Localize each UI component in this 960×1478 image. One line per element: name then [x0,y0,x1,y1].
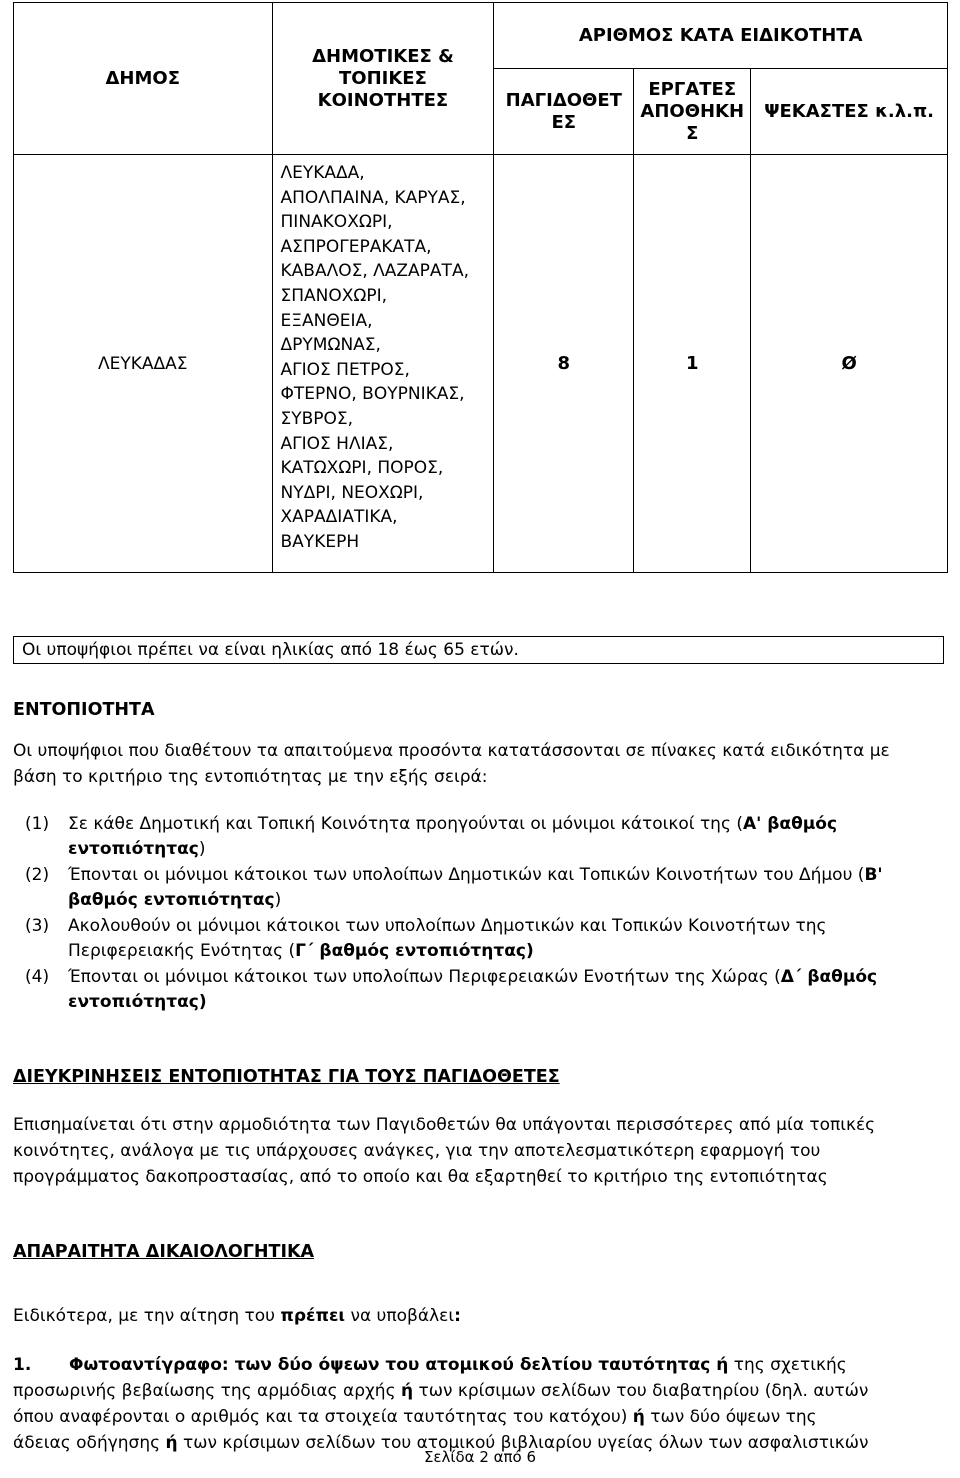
entopiotita-title: ΕΝΤΟΠΙΟΤΗΤΑ [13,700,155,720]
specialty-table [13,2,948,573]
count-psekastes: Ø [751,155,948,573]
community: ΕΞΑΝΘΕΙΑ, [280,310,373,331]
page-footer: Σελίδα 2 από 6 [423,1448,537,1466]
community: ΣΥΒΡΟΣ, [280,408,354,429]
entopiotita-intro: Οι υποψήφιοι που διαθέτουν τα απαιτούμενα προσόντα κατατάσσονται σε πίνακες κατά ειδικότητα με βάση το κριτήριο της εντοπιότητας με την εξής σειρά: [13,741,890,787]
community: ΧΑΡΑΔΙΑΤΙΚΑ, [280,507,398,528]
header-psekastes: ΨΕΚΑΣΤΕΣ κ.λ.π. [751,69,948,155]
communities-list [272,155,494,573]
dikaiologitika-item-1: 1. Φωτοαντίγραφο: των δύο όψεων του ατομικού δελτίου ταυτότητας ή της σχετικής προσωρινής βεβαίωσης της αρμόδιας αρχής ή των κρίσιμων σελίδων του διαβατηρίου (δηλ. αυτών όπου αναφέρονται ο αριθμός και τα στοιχεία ταυτότητας του κατόχου) ή των δύο όψεων της άδειας οδήγησης ή των κρίσιμων σελίδων του ατομικού βιβλιαρίου υγείας όλων των ασφαλιστικών [13,1355,869,1453]
community: ΒΑΥΚΕΡΗ [280,531,360,552]
community: ΚΑΒΑΛΟΣ, ΛΑΖΑΡΑΤΑ, [280,261,469,282]
header-ergates: ΕΡΓΑΤΕΣ ΑΠΟΘΗΚΗ Σ [634,69,751,155]
community: ΑΠΟΛΠΑΙΝΑ, ΚΑΡΥΑΣ, [280,187,466,208]
criteria-item-1: (1) Σε κάθε Δημοτική και Τοπική Κοινότητα προηγούνται οι μόνιμοι κάτοικοί της (Α' βαθμός εντοπιότητας) [25,814,838,859]
dikaiologitika-intro: Ειδικότερα, με την αίτηση του πρέπει να υποβάλει: [13,1306,461,1326]
community: ΚΑΤΩΧΩΡΙ, ΠΟΡΟΣ, [280,458,444,479]
community: ΠΙΝΑΚΟΧΩΡΙ, [280,212,393,233]
count-ergates: 1 [634,155,751,573]
community: ΑΓΙΟΣ ΗΛΙΑΣ, [280,433,394,454]
community: ΔΡΥΜΩΝΑΣ, [280,335,381,356]
dikaiologitika-title: ΑΠΑΡΑΙΤΗΤΑ ΔΙΚΑΙΟΛΟΓΗΤΙΚΑ [13,1242,315,1262]
count-pagidothetes: 8 [494,155,634,573]
criteria-item-3: (3) Ακολουθούν οι μόνιμοι κάτοικοι των υπολοίπων Δημοτικών και Τοπικών Κοινοτήτων της Περιφερειακής Ενότητας (Γ΄ βαθμός εντοπιότητας) [25,916,827,961]
header-arithmos: ΑΡΙΘΜΟΣ ΚΑΤΑ ΕΙΔΙΚΟΤΗΤΑ [494,3,948,69]
header-dimos: ΔΗΜΟΣ [14,3,273,155]
header-pagidothetes: ΠΑΓΙΔΟΘΕΤ ΕΣ [494,69,634,155]
age-note: Οι υποψήφιοι πρέπει να είναι ηλικίας από 18 έως 65 ετών. [13,636,944,664]
criteria-item-2: (2) Έπονται οι μόνιμοι κάτοικοι των υπολοίπων Δημοτικών και Τοπικών Κοινοτήτων του Δήμου (Β' βαθμός εντοπιότητας) [25,865,883,910]
header-koinotites: ΔΗΜΟΤΙΚΕΣ & ΤΟΠΙΚΕΣ ΚΟΙΝΟΤΗΤΕΣ [272,3,494,155]
community: ΣΠΑΝΟΧΩΡΙ, [280,285,388,306]
community: ΑΓΙΟΣ ΠΕΤΡΟΣ, [280,359,410,380]
criteria-item-4: (4) Έπονται οι μόνιμοι κάτοικοι των υπολοίπων Περιφερειακών Ενοτήτων της Χώρας (Δ΄ βαθμός εντοπιότητας) [25,967,878,1012]
diefkriniseis-text: Επισημαίνεται ότι στην αρμοδιότητα των Παγιδοθετών θα υπάγονται περισσότερες από μία τοπικές κοινότητες, ανάλογα με τις υπάρχουσες ανάγκες, για την αποτελεσματικότερη εφαρμογή του προγράμματος δακοπροστασίας, από το οποίο και θα εξαρτηθεί το κριτήριο της εντοπιότητας [13,1115,876,1187]
row-dimos: ΛΕΥΚΑΔΑΣ [14,155,273,573]
community: ΝΥΔΡΙ, ΝΕΟΧΩΡΙ, [280,482,424,503]
community: ΛΕΥΚΑΔΑ, [280,163,365,183]
community: ΦΤΕΡΝΟ, ΒΟΥΡΝΙΚΑΣ, [280,384,465,405]
community: ΑΣΠΡΟΓΕΡΑΚΑΤΑ, [280,236,432,257]
diefkriniseis-title: ΔΙΕΥΚΡΙΝΗΣΕΙΣ ΕΝΤΟΠΙΟΤΗΤΑΣ ΓΙΑ ΤΟΥΣ ΠΑΓΙΔΟΘΕΤΕΣ [13,1067,560,1087]
